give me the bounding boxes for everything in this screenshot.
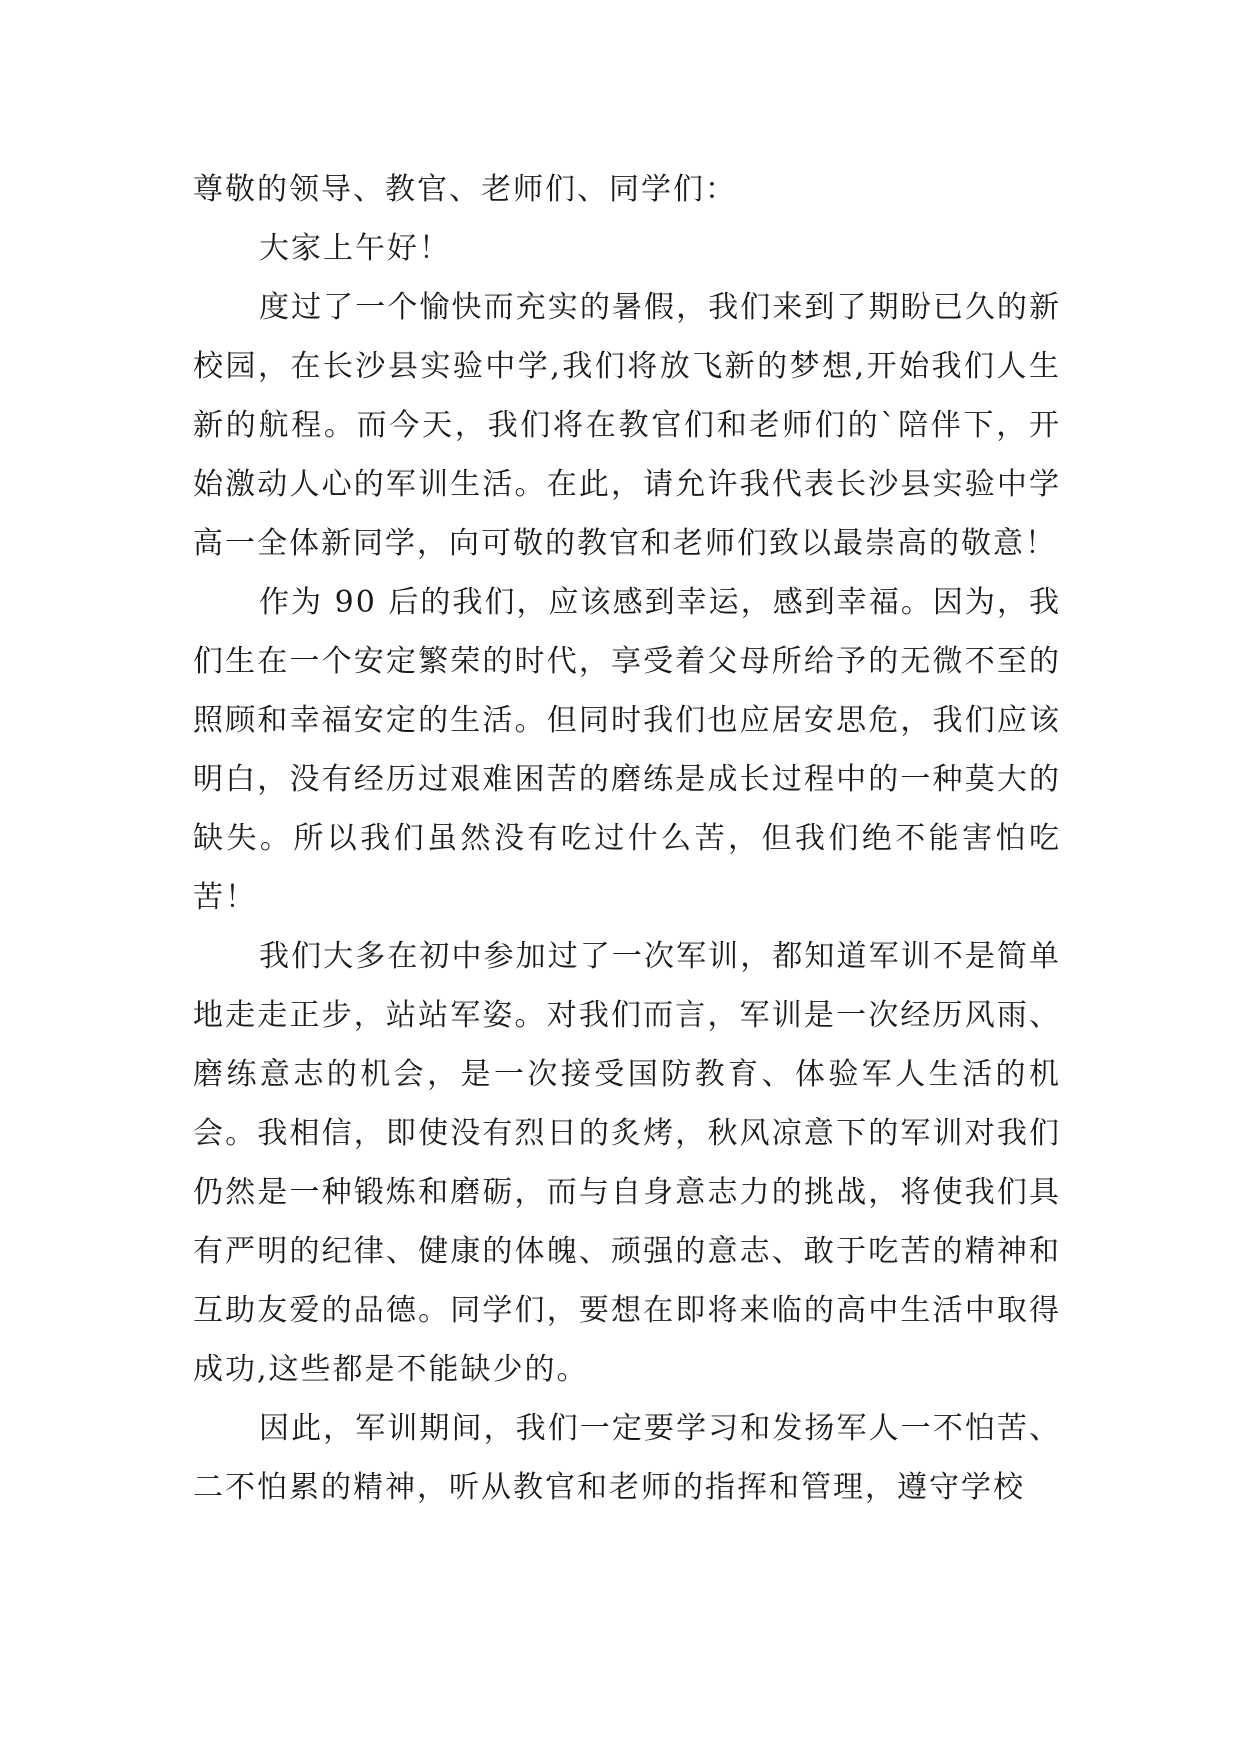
paragraph-new-campus: 度过了一个愉快而充实的暑假，我们来到了期盼已久的新校园，在长沙县实验中学,我们将放飞新的梦想,开始我们人生新的航程。而今天，我们将在教官们和老师们的`陪伴下，开始激动人心的军训生活。在此，请允许我代表长沙县实验中学高一全体新同学，向可敬的教官和老师们致以最崇高的敬意！ [193,290,1061,561]
paragraph-post-90s: 作为 90 后的我们，应该感到幸运，感到幸福。因为，我们生在一个安定繁荣的时代，享受着父母所给予的无微不至的照顾和幸福安定的生活。但同时我们也应居安思危，我们应该明白，没有经历过艰难困苦的磨练是成长过程中的一种莫大的缺失。所以我们虽然没有吃过什么苦，但我们绝不能害怕吃苦！ [193,585,1061,915]
speech-body [193,160,1061,1517]
salutation: 尊敬的领导、教官、老师们、同学们： [193,172,737,207]
paragraph-greeting: 大家上午好！ [259,231,451,266]
paragraph-therefore: 因此，军训期间，我们一定要学习和发扬军人一不怕苦、二不怕累的精神，听从教官和老师的指挥和管理，遵守学校 [193,1411,1061,1505]
paragraph-military-training: 我们大多在初中参加过了一次军训，都知道军训不是简单地走走正步，站站军姿。对我们而言，军训是一次经历风雨、磨练意志的机会，是一次接受国防教育、体验军人生活的机会。我相信，即使没有烈日的炙烤，秋风凉意下的军训对我们仍然是一种锻炼和磨砺，而与自身意志力的挑战，将使我们具有严明的纪律、健康的体魄、顽强的意志、敢于吃苦的精神和互助友爱的品德。同学们，要想在即将来临的高中生活中取得成功,这些都是不能缺少的。 [193,939,1061,1387]
